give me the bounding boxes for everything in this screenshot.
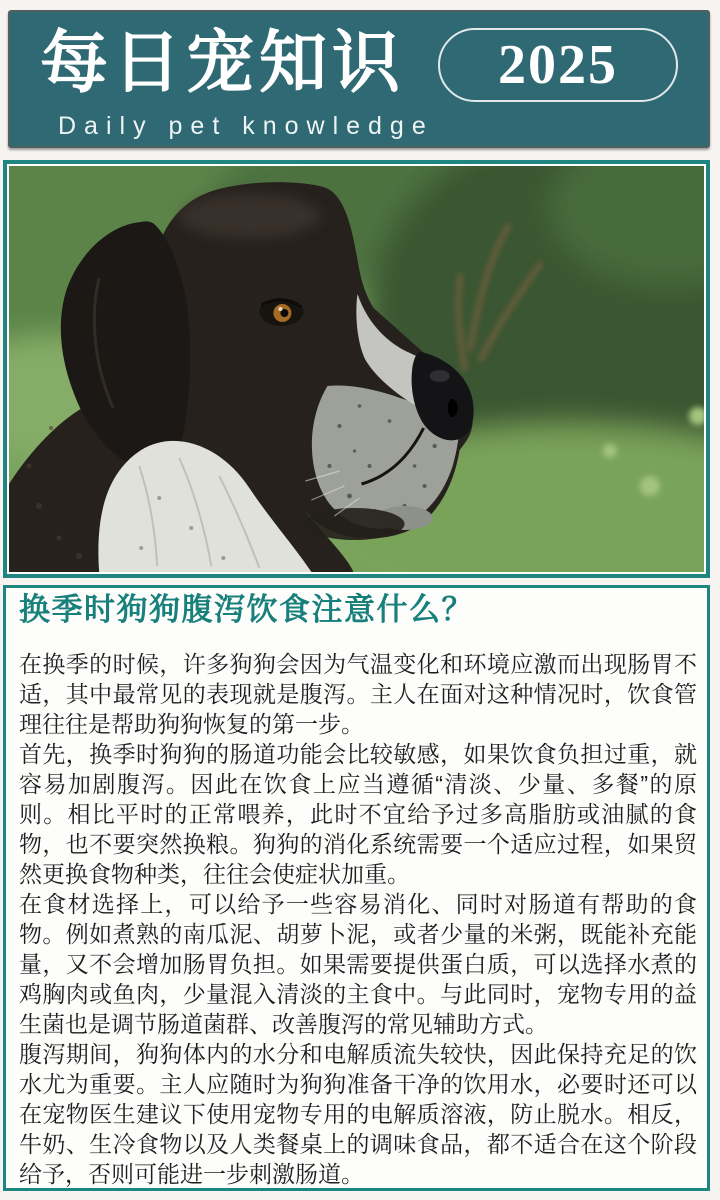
brand-subtitle: Daily pet knowledge — [58, 112, 434, 140]
brand-title: 每日宠知识 — [40, 25, 406, 101]
year-badge-label: 2025 — [498, 34, 618, 96]
dog-photo — [3, 160, 710, 578]
article-paragraph: 首先，换季时狗狗的肠道功能会比较敏感，如果饮食负担过重，就容易加剧腹泻。因此在饮食上应当遵循“清淡、少量、多餐”的原则。相比平时的正常喂养，此时不宜给予过多高脂肪或油腻的食物，也不要突然换粮。狗狗的消化系统需要一个适应过程，如果贸然更换食物种类，往往会使症状加重。 — [19, 741, 697, 887]
header-banner — [8, 10, 710, 148]
article-paragraph: 在换季的时候，许多狗狗会因为气温变化和环境应激而出现肠胃不适，其中最常见的表现就是腹泻。主人在面对这种情况时，饮食管理往往是帮助狗狗恢复的第一步。 — [19, 651, 697, 737]
article-body — [19, 649, 697, 1189]
article-card — [3, 585, 710, 1191]
dog-photo-illustration — [9, 166, 704, 572]
year-badge — [438, 28, 678, 102]
article-paragraph: 在食材选择上，可以给予一些容易消化、同时对肠道有帮助的食物。例如煮熟的南瓜泥、胡萝卜泥，或者少量的米粥，既能补充能量，又不会增加肠胃负担。如果需要提供蛋白质，可以选择水煮的鸡胸肉或鱼肉，少量混入清淡的主食中。与此同时，宠物专用的益生菌也是调节肠道菌群、改善腹泻的常见辅助方式。 — [19, 891, 697, 1037]
article-title: 换季时狗狗腹泻饮食注意什么？ — [19, 592, 474, 627]
article-paragraph: 腹泻期间，狗狗体内的水分和电解质流失较快，因此保持充足的饮水尤为重要。主人应随时为狗狗准备干净的饮用水，必要时还可以在宠物医生建议下使用宠物专用的电解质溶液，防止脱水。相反，牛奶、生冷食物以及人类餐桌上的调味食品，都不适合在这个阶段给予，否则可能进一步刺激肠道。 — [19, 1041, 697, 1187]
